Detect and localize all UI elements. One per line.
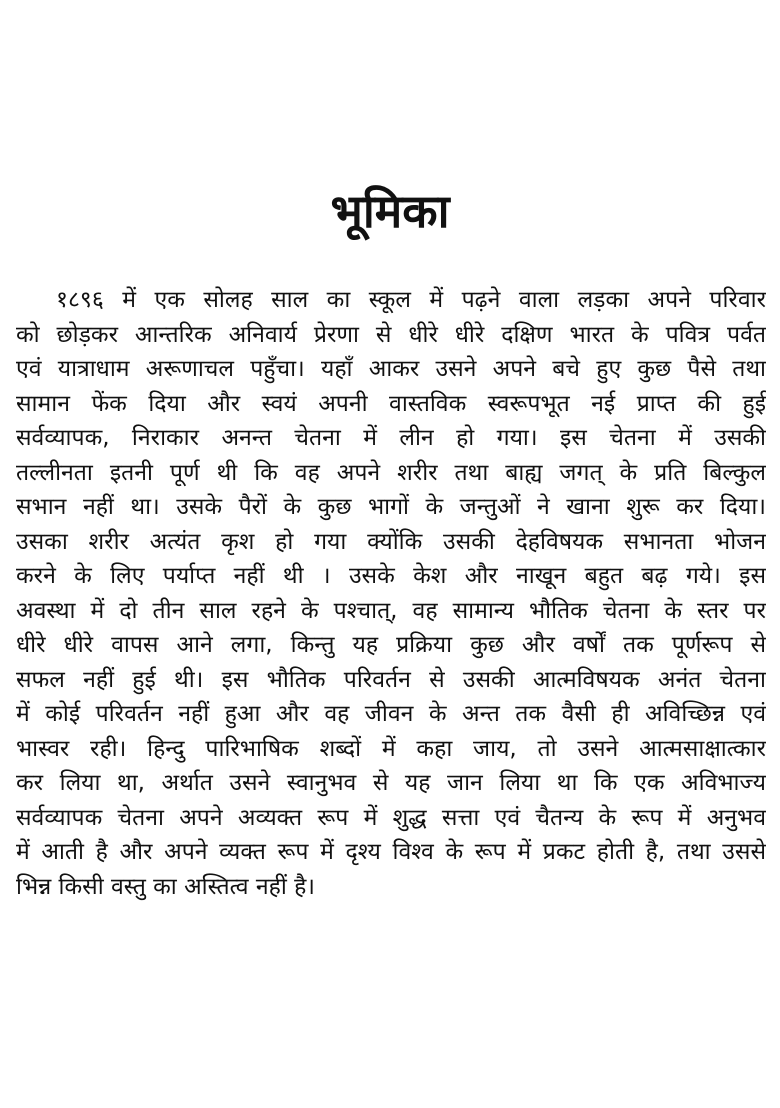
text-line: कर लिया था, अर्थात उसने स्वानुभव से यह जान लिया था कि एक अविभाज्य [16,770,766,796]
page-title: भूमिका [330,183,450,238]
text-line: अवस्था में दो तीन साल रहने के पश्चात्, वह सामान्य भौतिक चेतना के स्तर पर [16,597,766,624]
text-line: में कोई परिवर्तन नहीं हुआ और वह जीवन के अन्त तक वैसी ही अविच्छिन्न एवं [16,701,766,727]
text-line: सफल नहीं हुई थी। इस भौतिक परिवर्तन से उसकी आत्मविषयक अनंत चेतना [16,666,766,693]
text-line: भिन्न किसी वस्तु का अस्तित्व नहीं है। [16,873,316,900]
text-line: सर्वव्यापक चेतना अपने अव्यक्त रूप में शुद्ध सत्ता एवं चैतन्य के रूप में अनुभव [16,804,766,831]
text-line: उसका शरीर अत्यंत कृश हो गया क्योंकि उसकी देहविषयक सभानता भोजन [16,528,766,555]
text-line: सामान फेंक दिया और स्वयं अपनी वास्तविक स्वरूपभूत नई प्राप्त की हुई [16,390,766,417]
text-line: करने के लिए पर्याप्त नहीं थी । उसके केश और नाखून बहुत बढ़ गये। इस [16,563,766,589]
text-line: में आती है और अपने व्यक्त रूप में दृश्य विश्व के रूप में प्रकट होती है, तथा उससे [16,839,766,865]
text-line: को छोड़कर आन्तरिक अनिवार्य प्रेरणा से धीरे धीरे दक्षिण भारत के पवित्र पर्वत [16,321,766,348]
text-line: भास्वर रही। हिन्दु पारिभाषिक शब्दों में कहा जाय, तो उसने आत्मसाक्षात्कार [16,735,766,762]
text-line: तल्लीनता इतनी पूर्ण थी कि वह अपने शरीर तथा बाह्य जगत् के प्रति बिल्कुल [16,459,766,486]
text-line: धीरे धीरे वापस आने लगा, किन्तु यह प्रक्रिया कुछ और वर्षों तक पूर्णरूप से [16,632,766,658]
text-line: सर्वव्यापक, निराकार अनन्त चेतना में लीन हो गया। इस चेतना में उसकी [16,425,766,451]
text-line: १८९६ में एक सोलह साल का स्कूल में पढ़ने वाला लड़का अपने परिवार [56,287,766,313]
text-line: एवं यात्राधाम अरूणाचल पहुँचा। यहाँ आकर उसने अपने बचे हुए कुछ पैसे तथा [16,356,766,382]
preface-paragraph [16,283,766,904]
text-line: सभान नहीं था। उसके पैरों के कुछ भागों के जन्तुओं ने खाना शुरू कर दिया। [16,494,766,520]
